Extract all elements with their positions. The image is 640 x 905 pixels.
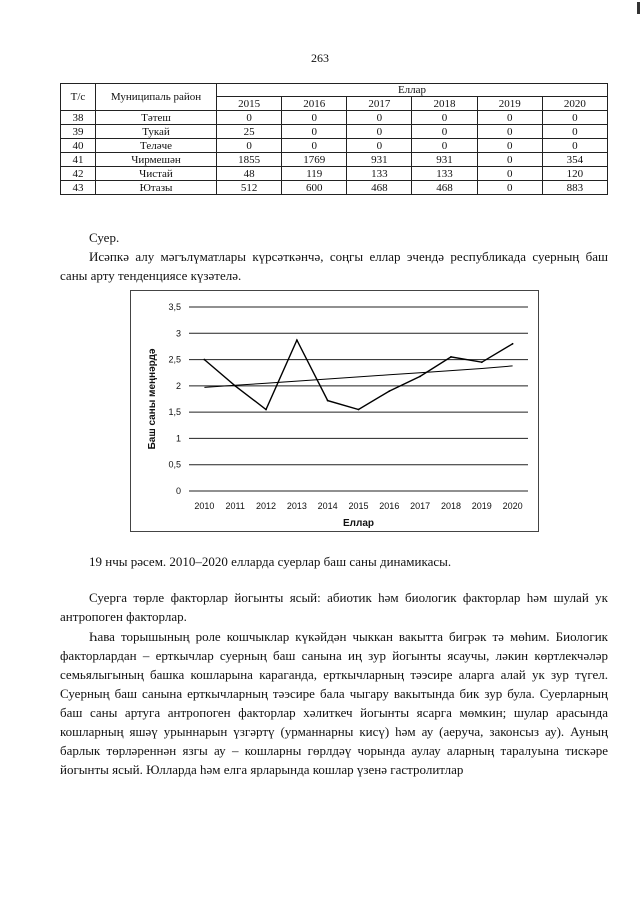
- data-point: [388, 390, 390, 392]
- x-tick-label: 2017: [410, 501, 431, 511]
- district-name: Ютазы: [96, 181, 217, 195]
- x-tick-label: 2015: [348, 501, 369, 511]
- paragraph-weather-text: Һава торышының роле кошчыклар күкәйдән чыккан вакытта бигрәк тә мөһим. Биологик факторлардан – ерткычлар суерның баш санына иң зур йогынты ясаучы, ләкин көртлекчәләр семьялыгының башка кошларына караганда, ерткычларның тәэсире аларга алай ук зур түгел. Суерның баш санына ерткычларның тәэсире бала чыгару вакытында бик зур була. Суерларның баш саны артуга антропоген факторлар хәлиткеч йогынты ясарга мөмкин; шулар арасында кошларның яшәү урыннарын үзгәртү (урманнарны кисү) һәм ау (аеруча, законсыз ау). Ауның барлык төрләреннән язгы ау – кошларны гөрлдәү чорында аулау аларның таралуына тискәре йогынты ясый. Юлларда һәм елга ярларында кошлар үзенә гастролитлар: [60, 629, 608, 777]
- year-header: 2018: [412, 97, 477, 111]
- data-point: [512, 343, 514, 345]
- table-cell: 0: [477, 167, 542, 181]
- row-number: 38: [61, 111, 96, 125]
- y-tick-label: 3: [175, 328, 181, 339]
- table-cell: 0: [412, 125, 477, 139]
- col-header-years-group: Еллар: [217, 84, 608, 97]
- table-cell: 1769: [282, 153, 347, 167]
- data-point: [265, 409, 267, 411]
- year-header: 2019: [477, 97, 542, 111]
- trend-line: [204, 366, 512, 388]
- table-cell: 133: [412, 167, 477, 181]
- table-row: [61, 153, 608, 167]
- data-point: [419, 375, 421, 377]
- paragraph-factors-text: Суерга төрле факторлар йогынты ясый: абиотик һәм биологик факторлар һәм шулай ук антропоген факторлар.: [60, 590, 608, 624]
- col-header-district: Муниципаль район: [96, 84, 217, 111]
- table-row: [61, 167, 608, 181]
- figure-caption: 19 нчы рәсем. 2010–2020 елларда суерлар баш саны динамикасы.: [89, 554, 452, 569]
- x-tick-label: 2010: [194, 501, 215, 511]
- table-cell: 0: [217, 111, 282, 125]
- table-cell: 0: [347, 111, 412, 125]
- table-cell: 0: [542, 111, 607, 125]
- table-cell: 0: [477, 181, 542, 195]
- table-cell: 883: [542, 181, 607, 195]
- district-name: Чистай: [96, 167, 217, 181]
- table-cell: 119: [282, 167, 347, 181]
- x-tick-label: 2012: [256, 501, 277, 511]
- data-point: [204, 359, 206, 361]
- y-axis-title: Баш саны меңнәрдә: [147, 348, 158, 450]
- x-tick-label: 2011: [225, 501, 245, 511]
- x-tick-label: 2018: [440, 501, 461, 511]
- table-cell: 0: [412, 111, 477, 125]
- table-cell: 1855: [217, 153, 282, 167]
- x-tick-label: 2013: [286, 501, 307, 511]
- series-line: [204, 340, 512, 409]
- table-cell: 25: [217, 125, 282, 139]
- paragraph-weather: [60, 627, 608, 779]
- table-cell: 0: [412, 139, 477, 153]
- x-tick-label: 2019: [471, 501, 492, 511]
- table-cell: 468: [412, 181, 477, 195]
- district-name: Чирмешән: [96, 153, 217, 167]
- y-tick-label: 2: [175, 380, 181, 391]
- page-number: 263: [311, 51, 329, 65]
- table-cell: 512: [217, 181, 282, 195]
- table-row: [61, 125, 608, 139]
- table-cell: 468: [347, 181, 412, 195]
- y-tick-label: 3,5: [168, 302, 181, 312]
- y-tick-label: 0,5: [168, 459, 181, 470]
- table-cell: 0: [477, 139, 542, 153]
- x-tick-label: 2016: [379, 501, 400, 511]
- paragraph-intro: [60, 247, 608, 285]
- col-header-no: Т/с: [61, 84, 96, 111]
- table-cell: 600: [282, 181, 347, 195]
- data-point: [450, 356, 452, 358]
- row-number: 39: [61, 125, 96, 139]
- row-number: 41: [61, 153, 96, 167]
- district-name: Тукай: [96, 125, 217, 139]
- table-cell: 0: [477, 153, 542, 167]
- table-cell: 120: [542, 167, 607, 181]
- table-cell: 0: [542, 139, 607, 153]
- table-cell: 931: [347, 153, 412, 167]
- table-cell: 0: [477, 125, 542, 139]
- data-point: [327, 400, 329, 402]
- table-cell: 931: [412, 153, 477, 167]
- table-cell: 0: [282, 111, 347, 125]
- y-tick-label: 1,5: [168, 407, 181, 418]
- x-tick-label: 2014: [317, 501, 338, 511]
- table-cell: 0: [217, 139, 282, 153]
- district-name: Теләче: [96, 139, 217, 153]
- year-header: 2015: [217, 97, 282, 111]
- year-header: 2017: [347, 97, 412, 111]
- species-heading: Суер.: [89, 230, 120, 245]
- table-cell: 0: [477, 111, 542, 125]
- year-header: 2016: [282, 97, 347, 111]
- x-axis-title: Еллар: [342, 518, 375, 529]
- y-tick-label: 1: [175, 433, 181, 444]
- paragraph-intro-text: Исәпкә алу мәгълүматлары күрсәткәнчә, соңгы еллар эчендә республикада суерның баш саны арту тенденциясе күзәтелә.: [60, 249, 608, 283]
- table-cell: 0: [282, 125, 347, 139]
- table-cell: 0: [347, 125, 412, 139]
- y-tick-label: 2,5: [168, 354, 181, 365]
- row-number: 42: [61, 167, 96, 181]
- table-cell: 0: [347, 139, 412, 153]
- data-point: [358, 409, 360, 411]
- row-number: 40: [61, 139, 96, 153]
- line-chart: [130, 290, 539, 532]
- district-name: Тәтеш: [96, 111, 217, 125]
- x-tick-label: 2020: [502, 501, 523, 511]
- table-row: [61, 139, 608, 153]
- table-cell: 48: [217, 167, 282, 181]
- district-table: [60, 83, 608, 195]
- table-cell: 0: [542, 125, 607, 139]
- table-cell: 133: [347, 167, 412, 181]
- paragraph-factors: [60, 588, 608, 626]
- table-cell: 354: [542, 153, 607, 167]
- table-cell: 0: [282, 139, 347, 153]
- data-point: [296, 339, 298, 341]
- chart-canvas: [131, 291, 538, 531]
- year-header: 2020: [542, 97, 607, 111]
- table-row: [61, 111, 608, 125]
- data-point: [481, 361, 483, 363]
- table-row: [61, 181, 608, 195]
- y-tick-label: 0: [175, 486, 181, 496]
- row-number: 43: [61, 181, 96, 195]
